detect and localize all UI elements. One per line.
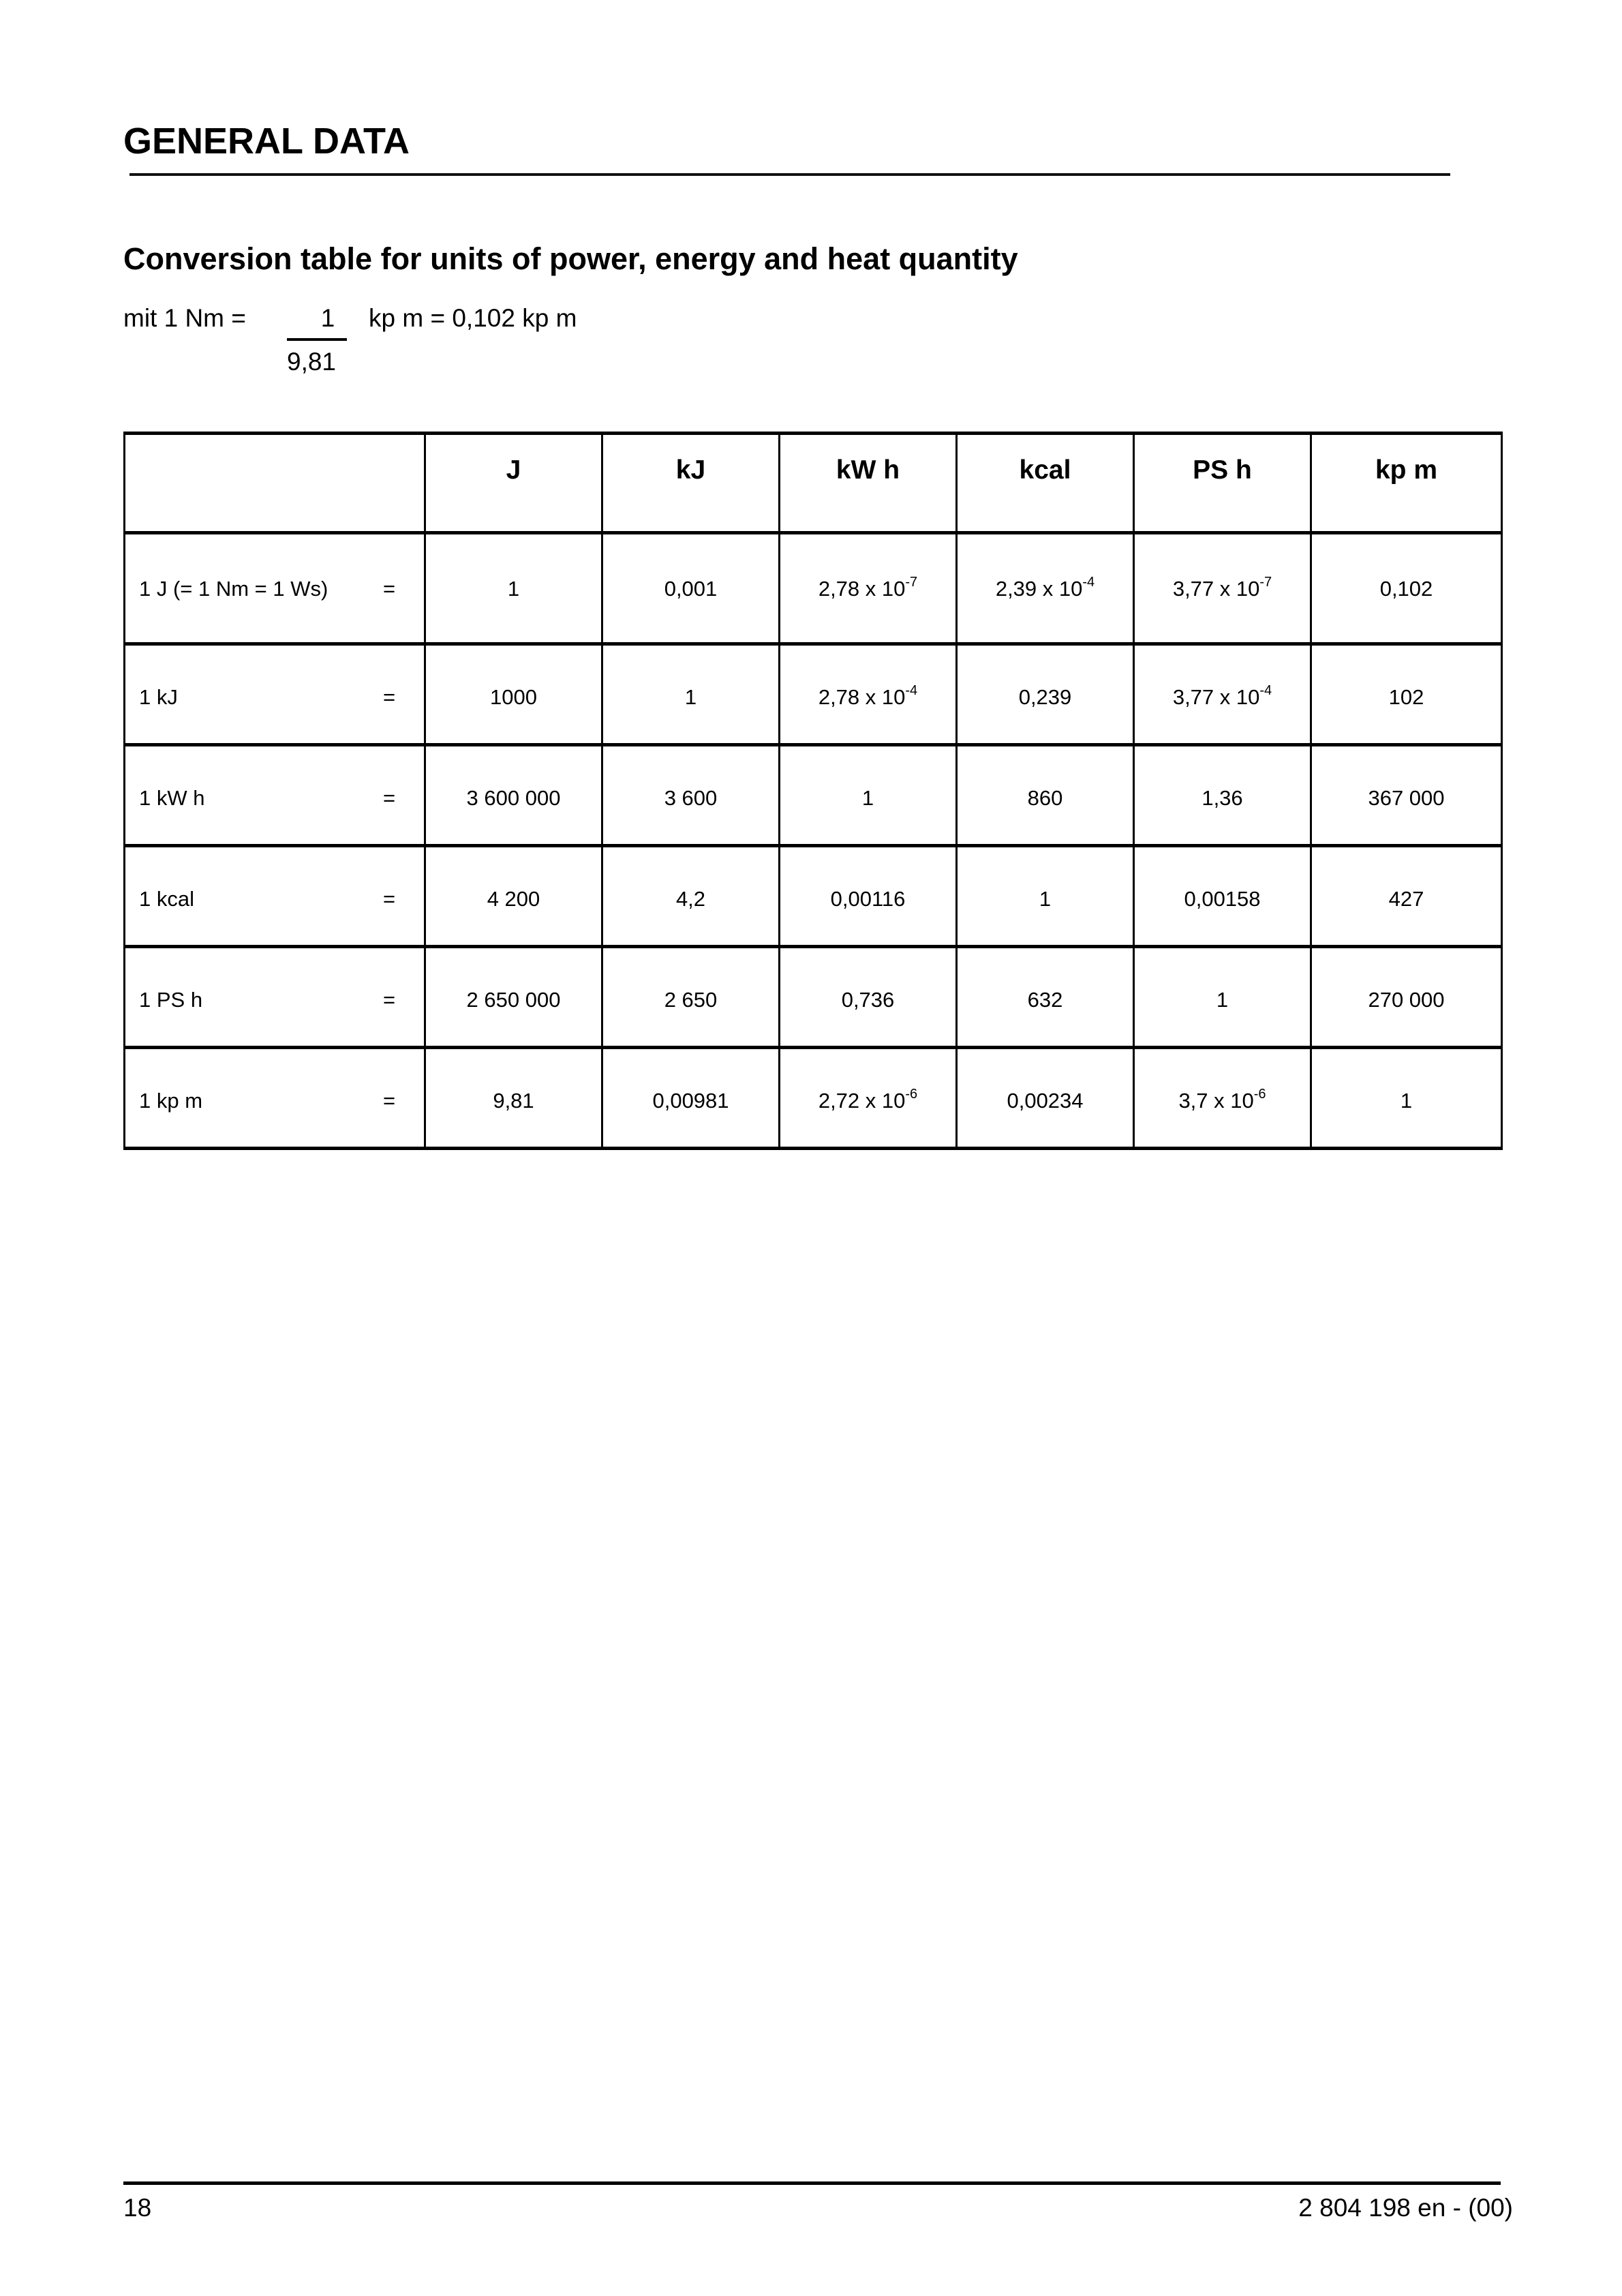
cell-exponent: -6 — [1253, 1087, 1266, 1102]
column-header-kpm: kp m — [1311, 434, 1502, 533]
cell-exponent: -4 — [1259, 683, 1272, 698]
cell-value: 1 — [1216, 988, 1229, 1012]
table-cell — [1311, 533, 1502, 644]
table-row — [125, 947, 1502, 1048]
table-cell — [780, 745, 957, 846]
table-cell — [602, 947, 780, 1048]
row-label-cell — [125, 644, 425, 745]
row-label: 1 kJ — [139, 685, 178, 709]
row-label: 1 PS h — [139, 988, 203, 1012]
table-cell — [1311, 1048, 1502, 1149]
table-cell — [780, 947, 957, 1048]
conversion-table — [123, 432, 1503, 1150]
table-cell — [425, 533, 602, 644]
column-header-j: J — [425, 434, 602, 533]
table-cell — [425, 644, 602, 745]
row-label-cell — [125, 745, 425, 846]
table-cell — [1134, 745, 1311, 846]
table-cell — [1311, 745, 1502, 846]
cell-value: 4,2 — [675, 887, 706, 911]
table-cell — [780, 644, 957, 745]
cell-value: 1 — [1400, 1089, 1413, 1113]
table-cell — [1134, 947, 1311, 1048]
cell-value: 0,00116 — [830, 887, 906, 911]
row-label-cell — [125, 1048, 425, 1149]
cell-value: 2,78 x 10 — [818, 577, 906, 601]
table-cell — [602, 1048, 780, 1149]
page-number: 18 — [123, 2194, 152, 2222]
cell-exponent: -6 — [905, 1087, 918, 1102]
table-row — [125, 644, 1502, 745]
column-header-psh: PS h — [1134, 434, 1311, 533]
row-label-cell — [125, 947, 425, 1048]
cell-value: 0,001 — [664, 577, 718, 601]
table-cell — [602, 846, 780, 947]
cell-value: 0,00981 — [652, 1089, 729, 1113]
table-cell — [425, 846, 602, 947]
row-label: 1 kp m — [139, 1089, 203, 1113]
table-cell — [957, 745, 1134, 846]
table-cell — [1134, 846, 1311, 947]
footer-divider — [123, 2181, 1501, 2185]
cell-value: 0,239 — [1018, 685, 1072, 709]
cell-value: 9,81 — [493, 1089, 534, 1113]
table-cell — [1134, 533, 1311, 644]
equals-sign: = — [383, 1089, 396, 1113]
cell-value: 102 — [1388, 685, 1424, 709]
formula-denominator: 9,81 — [287, 348, 337, 376]
row-label: 1 kcal — [139, 887, 194, 911]
cell-value: 1 — [684, 685, 697, 709]
cell-value: 3,7 x 10 — [1178, 1089, 1254, 1113]
equals-sign: = — [383, 685, 396, 709]
cell-value: 1 — [507, 577, 520, 601]
table-row — [125, 745, 1502, 846]
cell-value: 1 — [1039, 887, 1052, 911]
cell-value: 0,736 — [841, 988, 895, 1012]
fraction-bar — [287, 338, 347, 341]
cell-value: 4 200 — [487, 887, 540, 911]
table-header-row — [125, 434, 1502, 533]
table-cell — [780, 846, 957, 947]
equals-sign: = — [383, 988, 396, 1012]
page-title: GENERAL DATA — [123, 121, 410, 162]
cell-value: 0,102 — [1379, 577, 1433, 601]
equals-sign: = — [383, 786, 396, 810]
title-divider — [129, 173, 1450, 176]
cell-value: 3,77 x 10 — [1172, 577, 1260, 601]
formula-lhs: mit 1 Nm = — [123, 304, 246, 332]
table-cell — [602, 533, 780, 644]
table-cell — [1134, 644, 1311, 745]
section-title: Conversion table for units of power, energy and heat quantity — [123, 241, 1018, 276]
column-header-kwh: kW h — [780, 434, 957, 533]
table-cell — [780, 533, 957, 644]
equals-sign: = — [383, 577, 396, 601]
column-header-empty — [125, 434, 425, 533]
table-cell — [1134, 1048, 1311, 1149]
cell-exponent: -4 — [905, 683, 918, 698]
table-cell — [780, 1048, 957, 1149]
cell-value: 2,78 x 10 — [818, 685, 906, 709]
row-label-cell — [125, 533, 425, 644]
table-cell — [425, 745, 602, 846]
table-cell — [425, 1048, 602, 1149]
cell-value: 1 — [861, 786, 874, 810]
cell-value: 632 — [1027, 988, 1063, 1012]
cell-value: 3 600 — [664, 786, 718, 810]
table-cell — [957, 947, 1134, 1048]
table-cell — [957, 644, 1134, 745]
cell-value: 2 650 — [664, 988, 718, 1012]
table-cell — [1311, 947, 1502, 1048]
cell-value: 367 000 — [1368, 786, 1445, 810]
cell-value: 270 000 — [1368, 988, 1445, 1012]
table-cell — [425, 947, 602, 1048]
table-row — [125, 533, 1502, 644]
cell-value: 0,00234 — [1007, 1089, 1084, 1113]
cell-value: 1000 — [490, 685, 537, 709]
cell-value: 3,77 x 10 — [1172, 685, 1260, 709]
row-label: 1 J (= 1 Nm = 1 Ws) — [139, 577, 328, 601]
cell-value: 0,00158 — [1184, 887, 1261, 911]
table-cell — [1311, 846, 1502, 947]
table-cell — [957, 1048, 1134, 1149]
table-cell — [602, 644, 780, 745]
cell-exponent: -7 — [1259, 575, 1272, 590]
table-cell — [957, 846, 1134, 947]
cell-value: 2 650 000 — [466, 988, 561, 1012]
equals-sign: = — [383, 887, 396, 911]
cell-value: 3 600 000 — [466, 786, 561, 810]
table-row — [125, 846, 1502, 947]
formula-rhs: kp m = 0,102 kp m — [369, 304, 577, 332]
cell-exponent: -4 — [1082, 575, 1095, 590]
table-cell — [1311, 644, 1502, 745]
document-id: 2 804 198 en - (00) — [1298, 2194, 1513, 2222]
table-cell — [957, 533, 1134, 644]
cell-value: 2,39 x 10 — [995, 577, 1083, 601]
table-row — [125, 1048, 1502, 1149]
row-label: 1 kW h — [139, 786, 205, 810]
cell-exponent: -7 — [905, 575, 918, 590]
column-header-kj: kJ — [602, 434, 780, 533]
cell-value: 427 — [1388, 887, 1424, 911]
cell-value: 860 — [1027, 786, 1063, 810]
column-header-kcal: kcal — [957, 434, 1134, 533]
cell-value: 2,72 x 10 — [818, 1089, 906, 1113]
table-cell — [602, 745, 780, 846]
cell-value: 1,36 — [1202, 786, 1243, 810]
formula-numerator: 1 — [320, 304, 335, 332]
row-label-cell — [125, 846, 425, 947]
